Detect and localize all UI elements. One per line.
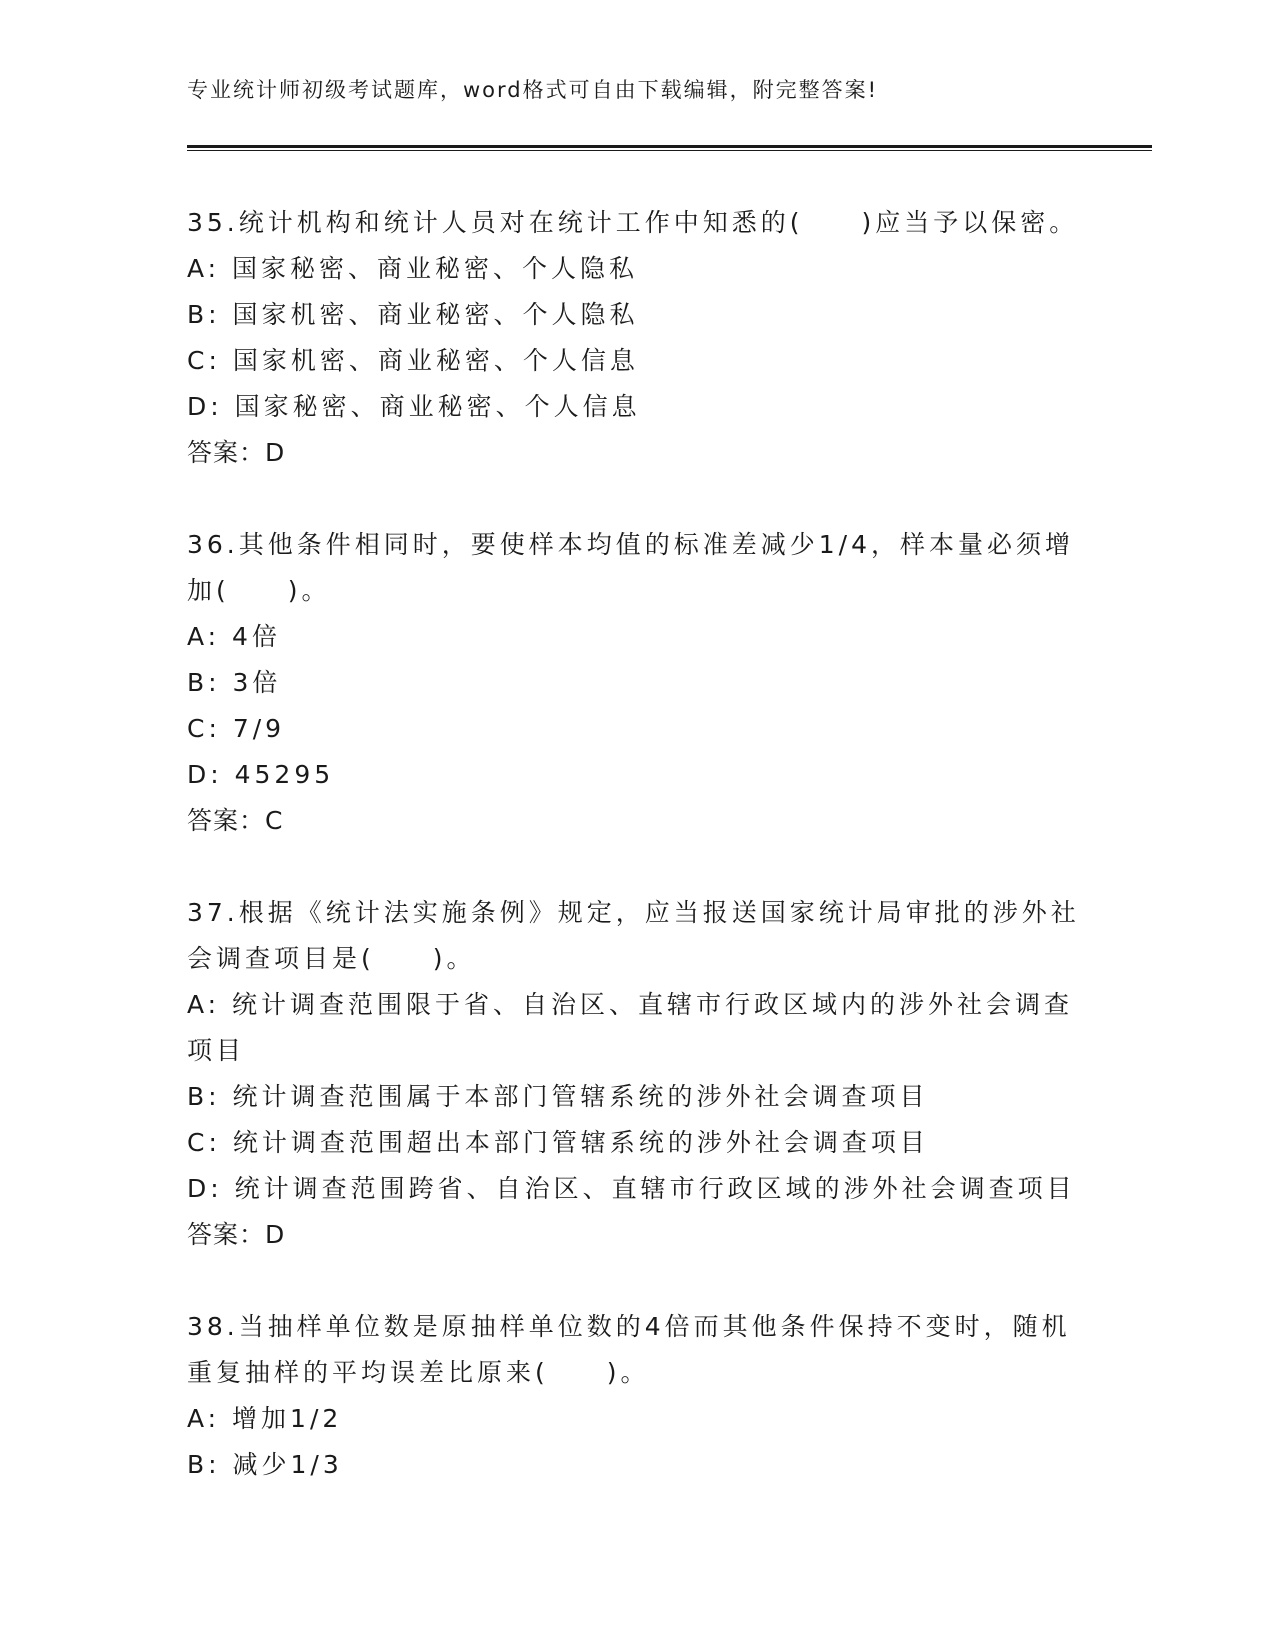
option-b: B: 国家机密、商业秘密、个人隐私 [187, 300, 639, 329]
question-stem: 36.其他条件相同时，要使样本均值的标准差减少1/4，样本量必须增 [187, 530, 1074, 559]
question-stem: 37.根据《统计法实施条例》规定，应当报送国家统计局审批的涉外社 [187, 898, 1080, 927]
option-a: A: 增加1/2 [187, 1404, 343, 1433]
answer: 答案：D [187, 438, 286, 467]
option-c: C: 7/9 [187, 714, 286, 743]
page-header: 专业统计师初级考试题库，word格式可自由下载编辑，附完整答案! [187, 78, 879, 102]
option-c: C: 国家机密、商业秘密、个人信息 [187, 346, 639, 375]
question-stem: 35.统计机构和统计人员对在统计工作中知悉的( )应当予以保密。 [187, 208, 1079, 237]
option-a: A: 国家秘密、商业秘密、个人隐私 [187, 254, 639, 283]
answer: 答案：C [187, 806, 284, 835]
question-stem: 38.当抽样单位数是原抽样单位数的4倍而其他条件保持不变时，随机 [187, 1312, 1071, 1341]
question-36 [187, 522, 1087, 844]
header-rule-thin [187, 150, 1152, 151]
question-stem-cont: 加( )。 [187, 576, 331, 605]
option-d: D: 统计调查范围跨省、自治区、直辖市行政区域的涉外社会调查项目 [187, 1174, 1076, 1203]
header-rule-thick [187, 145, 1152, 148]
option-a: A: 4倍 [187, 622, 281, 651]
question-list [187, 200, 1087, 1534]
question-37 [187, 890, 1087, 1258]
question-stem-cont: 重复抽样的平均误差比原来( )。 [187, 1358, 650, 1387]
question-35 [187, 200, 1087, 476]
option-a: A: 统计调查范围限于省、自治区、直辖市行政区域内的涉外社会调查 [187, 990, 1074, 1019]
option-d: D: 国家秘密、商业秘密、个人信息 [187, 392, 641, 421]
option-d: D: 45295 [187, 760, 335, 789]
option-b: B: 减少1/3 [187, 1450, 343, 1479]
option-c: C: 统计调查范围超出本部门管辖系统的涉外社会调查项目 [187, 1128, 929, 1157]
option-a-cont: 项目 [187, 1036, 246, 1065]
question-stem-cont: 会调查项目是( )。 [187, 944, 476, 973]
question-38 [187, 1304, 1087, 1488]
answer: 答案：D [187, 1220, 286, 1249]
option-b: B: 统计调查范围属于本部门管辖系统的涉外社会调查项目 [187, 1082, 929, 1111]
option-b: B: 3倍 [187, 668, 282, 697]
